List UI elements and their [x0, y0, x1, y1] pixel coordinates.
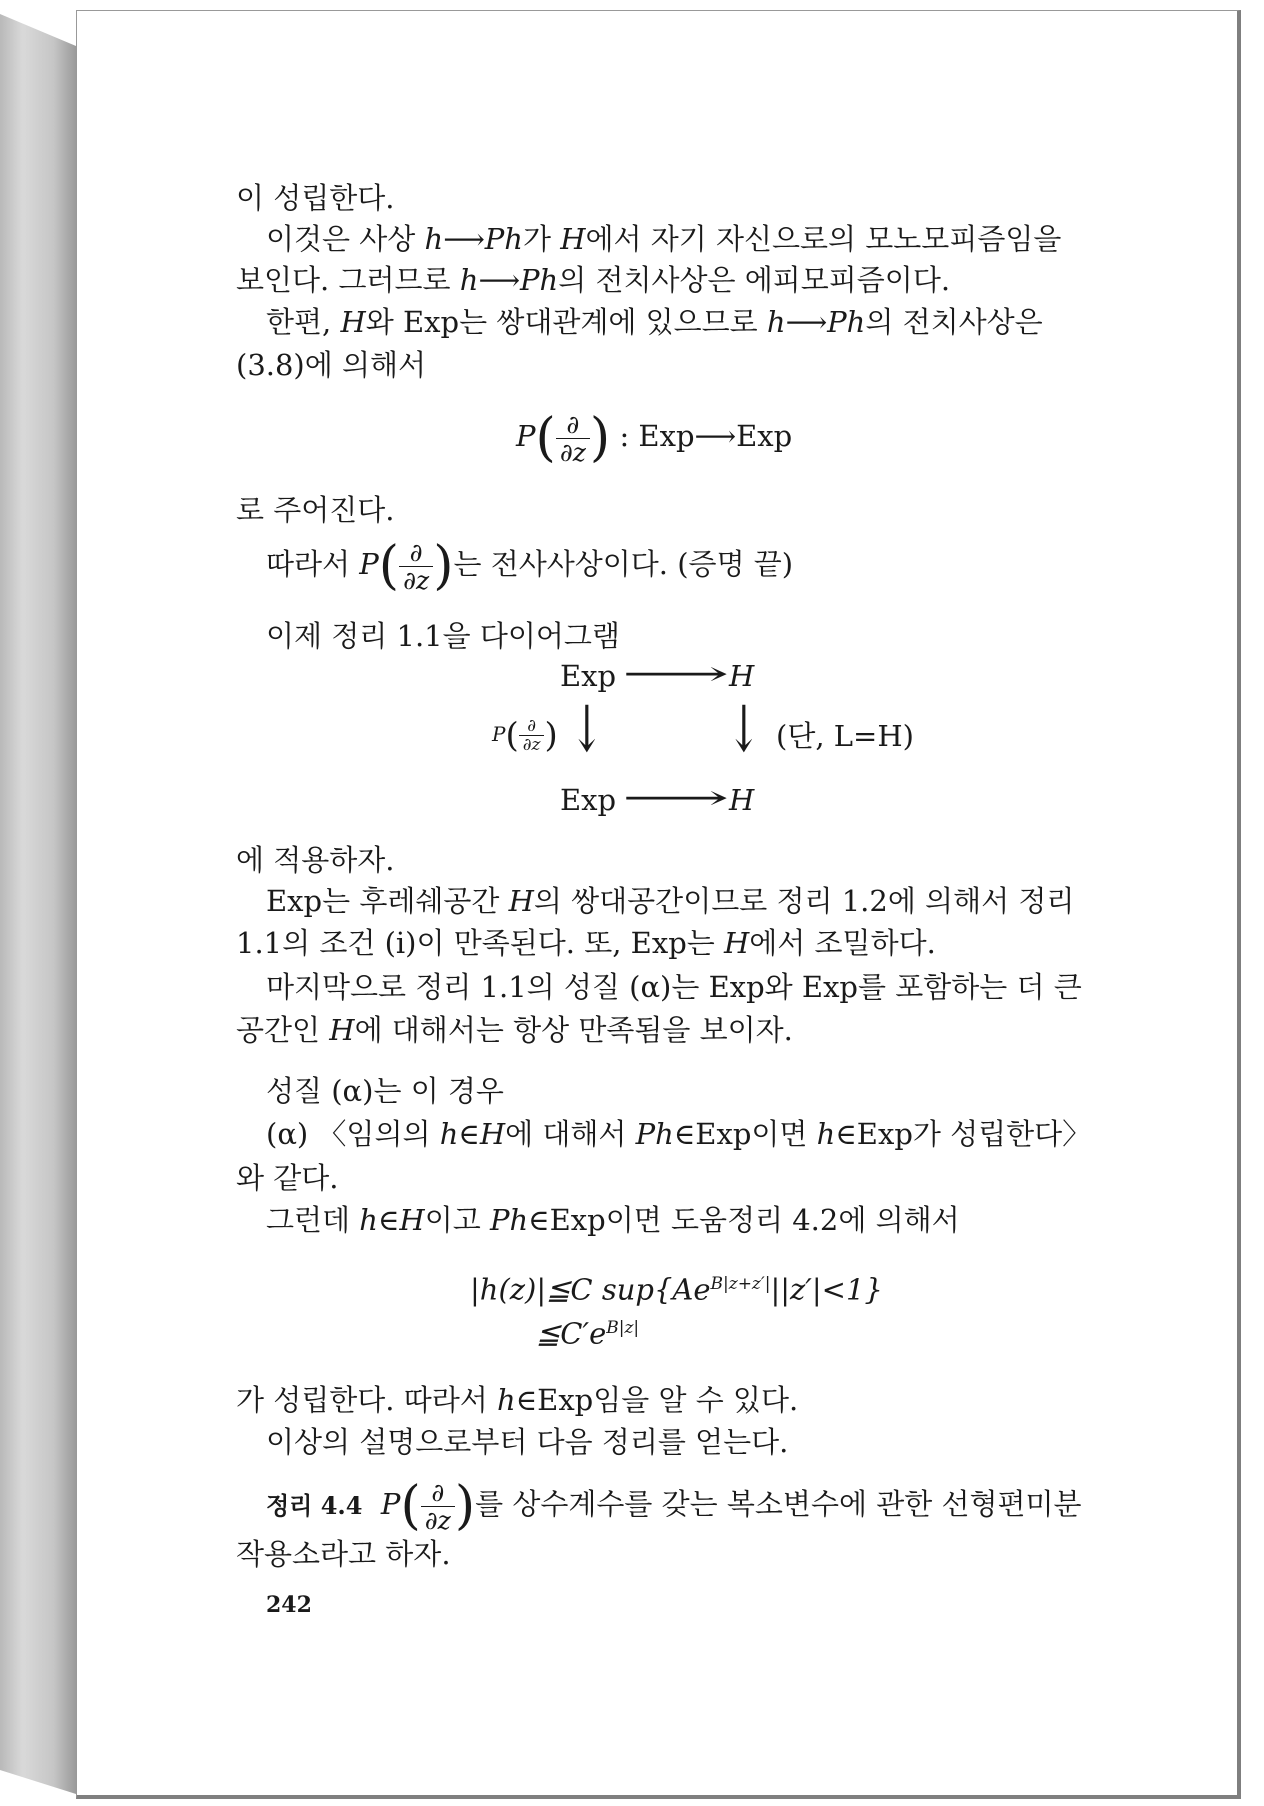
text-line-14: 성질 (α)는 이 경우 [266, 1074, 504, 1108]
text-line-17: 그런데 h∈H이고 Ph∈Exp이면 도움정리 4.2에 의해서 [266, 1203, 960, 1237]
diagram-bottom-left: Exp [560, 783, 617, 817]
equation-3: $≦C'e^{B|z|}$ [536, 1316, 640, 1351]
text-line-1: 이 성립한다. [236, 181, 395, 215]
text-line-12: 마지막으로 정리 1.1의 성질 (α)는 Exp와 Exp를 포함하는 더 큰 [266, 970, 1082, 1004]
text-line-5: (3.8)에 의해서 [236, 348, 427, 382]
text-line-19: 이상의 설명으로부터 다음 정리를 얻는다. [266, 1425, 789, 1459]
text-line-16: 와 같다. [236, 1161, 339, 1195]
diagram-bottom-arrow: ⟶ [622, 778, 730, 818]
text-line-13: 공간인 H에 대해서는 항상 만족됨을 보이자. [236, 1013, 793, 1047]
text-line-11: 1.1의 조건 (i)이 만족된다. 또, Exp는 H에서 조밀하다. [236, 926, 936, 960]
page-number: 242 [266, 1592, 312, 1618]
diagram-left-down-arrow: ↓ [570, 693, 604, 767]
text-line-2: 이것은 사상 h⟶Ph가 H에서 자기 자신으로의 모노모피즘임을 [266, 222, 1062, 256]
text-line-7: 따라서 P( $\frac{\partial}{\partial z}$ )는 전사사상이다. (증명 끝) [266, 536, 794, 596]
text-line-6: 로 주어진다. [236, 493, 395, 527]
text-line-3: 보인다. 그러므로 h⟶Ph의 전치사상은 에피모피즘이다. [236, 263, 951, 297]
theorem-4-4: 정리 4.4 P( $\frac{\partial}{\partial z}$ )를 상수계수를 갖는 복소변수에 관한 선형편미분 [266, 1476, 1082, 1536]
equation-1: P( $\frac{\partial}{\partial z}$ ) : Exp⟶Exp [516, 408, 793, 468]
text-line-18: 가 성립한다. 따라서 h∈Exp임을 알 수 있다. [236, 1383, 799, 1417]
equation-2: |h(z)|≦C $sup\{Ae^{B|z+z'|}||z'|<1\}$ [470, 1272, 883, 1307]
diagram-bottom-right: H [729, 783, 755, 817]
diagram-note: (단, L=H) [776, 719, 914, 753]
diagram-top-right: H [729, 659, 755, 693]
text-line-15: (α) 〈임의의 h∈H에 대해서 Ph∈Exp이면 h∈Exp가 성립한다〉 [266, 1117, 1092, 1151]
diagram-right-down-arrow: ↓ [727, 693, 761, 767]
text-line-10: Exp는 후레쉐공간 H의 쌍대공간이므로 정리 1.2에 의해서 정리 [266, 884, 1075, 918]
text-line-8: 이제 정리 1.1을 다이어그램 [266, 619, 620, 653]
text-line-4: 한편, H와 Exp는 쌍대관계에 있으므로 h⟶Ph의 전치사상은 [266, 305, 1043, 339]
book-spine [0, 0, 76, 1806]
diagram-top-arrow: ⟶ [622, 654, 730, 694]
diagram-top-left: Exp [560, 659, 617, 693]
text-line-21: 작용소라고 하자. [236, 1537, 451, 1571]
text-line-9: 에 적용하자. [236, 843, 395, 877]
diagram-left-label: P( $\frac{\partial}{\partial z}$ ) [492, 715, 558, 756]
